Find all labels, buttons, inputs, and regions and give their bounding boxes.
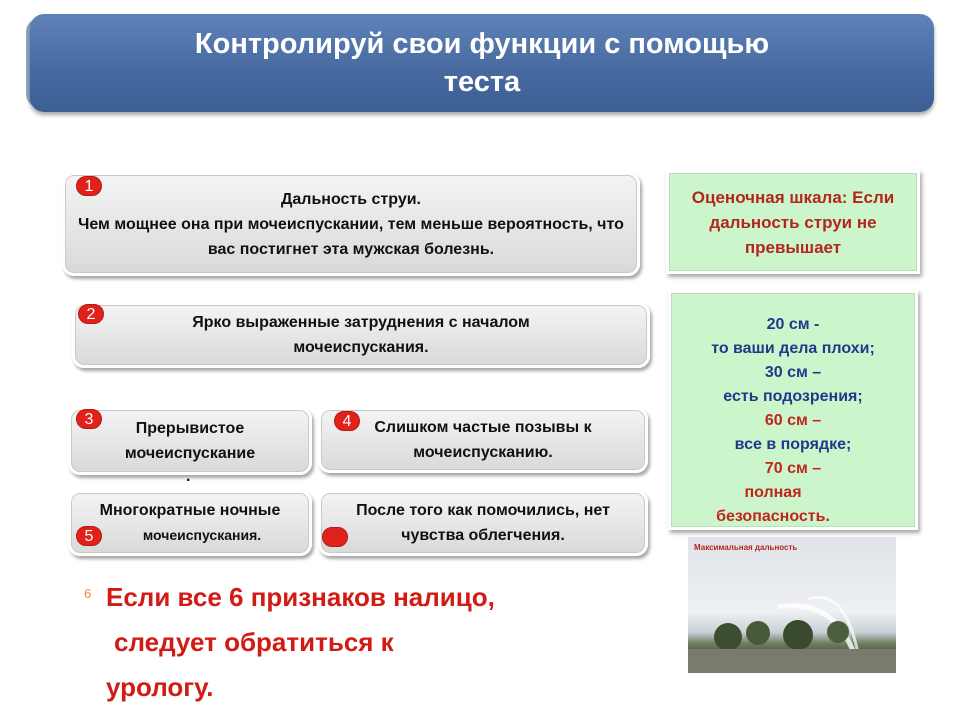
symptom-box-4 — [318, 407, 648, 473]
symptom-2-text: Ярко выраженные затруднения с началом мочеиспускания. — [192, 314, 530, 356]
symptom-1-title: Дальность струи. — [280, 190, 421, 208]
badge-4: 4 — [334, 411, 360, 431]
scale-line-3: 30 см – — [764, 364, 822, 381]
scale-line-9: безопасность. — [716, 508, 830, 525]
conclusion-line-1: Если все 6 признаков налицо, — [106, 582, 495, 612]
symptom-box-3 — [68, 407, 312, 475]
badge-3: 3 — [76, 409, 102, 429]
conclusion-line-3: урологу. — [106, 672, 214, 702]
scale-line-2: то ваши дела плохи; — [711, 340, 875, 357]
symptom-box-6 — [318, 490, 648, 556]
fountain-spray-graphic — [688, 537, 896, 673]
symptom-3-trailing-dot: . — [186, 468, 191, 485]
symptom-box-5 — [68, 490, 312, 556]
badge-5: 5 — [76, 526, 102, 546]
symptom-5-line2: мочеиспускания. — [142, 527, 262, 543]
fountain-photo — [688, 537, 896, 673]
scale-header-text: Оценочная шкала: Если дальность струи не превышает — [691, 187, 895, 257]
conclusion-marker: 6 — [84, 586, 92, 601]
symptom-3-text: Прерывистое мочеиспускание — [124, 420, 256, 462]
symptom-4-text: Слишком частые позывы к мочеиспусканию. — [374, 419, 592, 461]
symptom-box-2 — [72, 302, 650, 368]
symptom-5-line1: Многократные ночные — [99, 502, 281, 519]
scale-line-1: 20 см - — [766, 316, 820, 333]
badge-2: 2 — [78, 304, 104, 324]
scale-header — [666, 170, 920, 274]
page-title: Контролируй свои функции с помощью теста — [194, 28, 770, 98]
photo-caption: Максимальная дальность — [694, 543, 798, 552]
badge-1: 1 — [76, 176, 102, 196]
symptom-1-body: Чем мощнее она при мочеиспускании, тем меньше вероятность, что вас постигнет эта мужская болезнь. — [78, 215, 624, 258]
badge-6 — [322, 527, 348, 547]
scale-line-6: все в порядке; — [734, 436, 852, 453]
symptom-box-1 — [62, 172, 640, 276]
symptom-6-text: После того как помочились, нет чувства облегчения. — [356, 502, 610, 544]
scale-line-7: 70 см – — [764, 460, 822, 477]
scale-panel — [668, 290, 918, 530]
conclusion-line-2: следует обратиться к — [114, 627, 394, 657]
scale-line-4: есть подозрения; — [723, 388, 863, 405]
scale-line-5: 60 см – — [764, 412, 822, 429]
scale-line-8: полная — [744, 484, 802, 501]
title-banner — [30, 14, 934, 112]
